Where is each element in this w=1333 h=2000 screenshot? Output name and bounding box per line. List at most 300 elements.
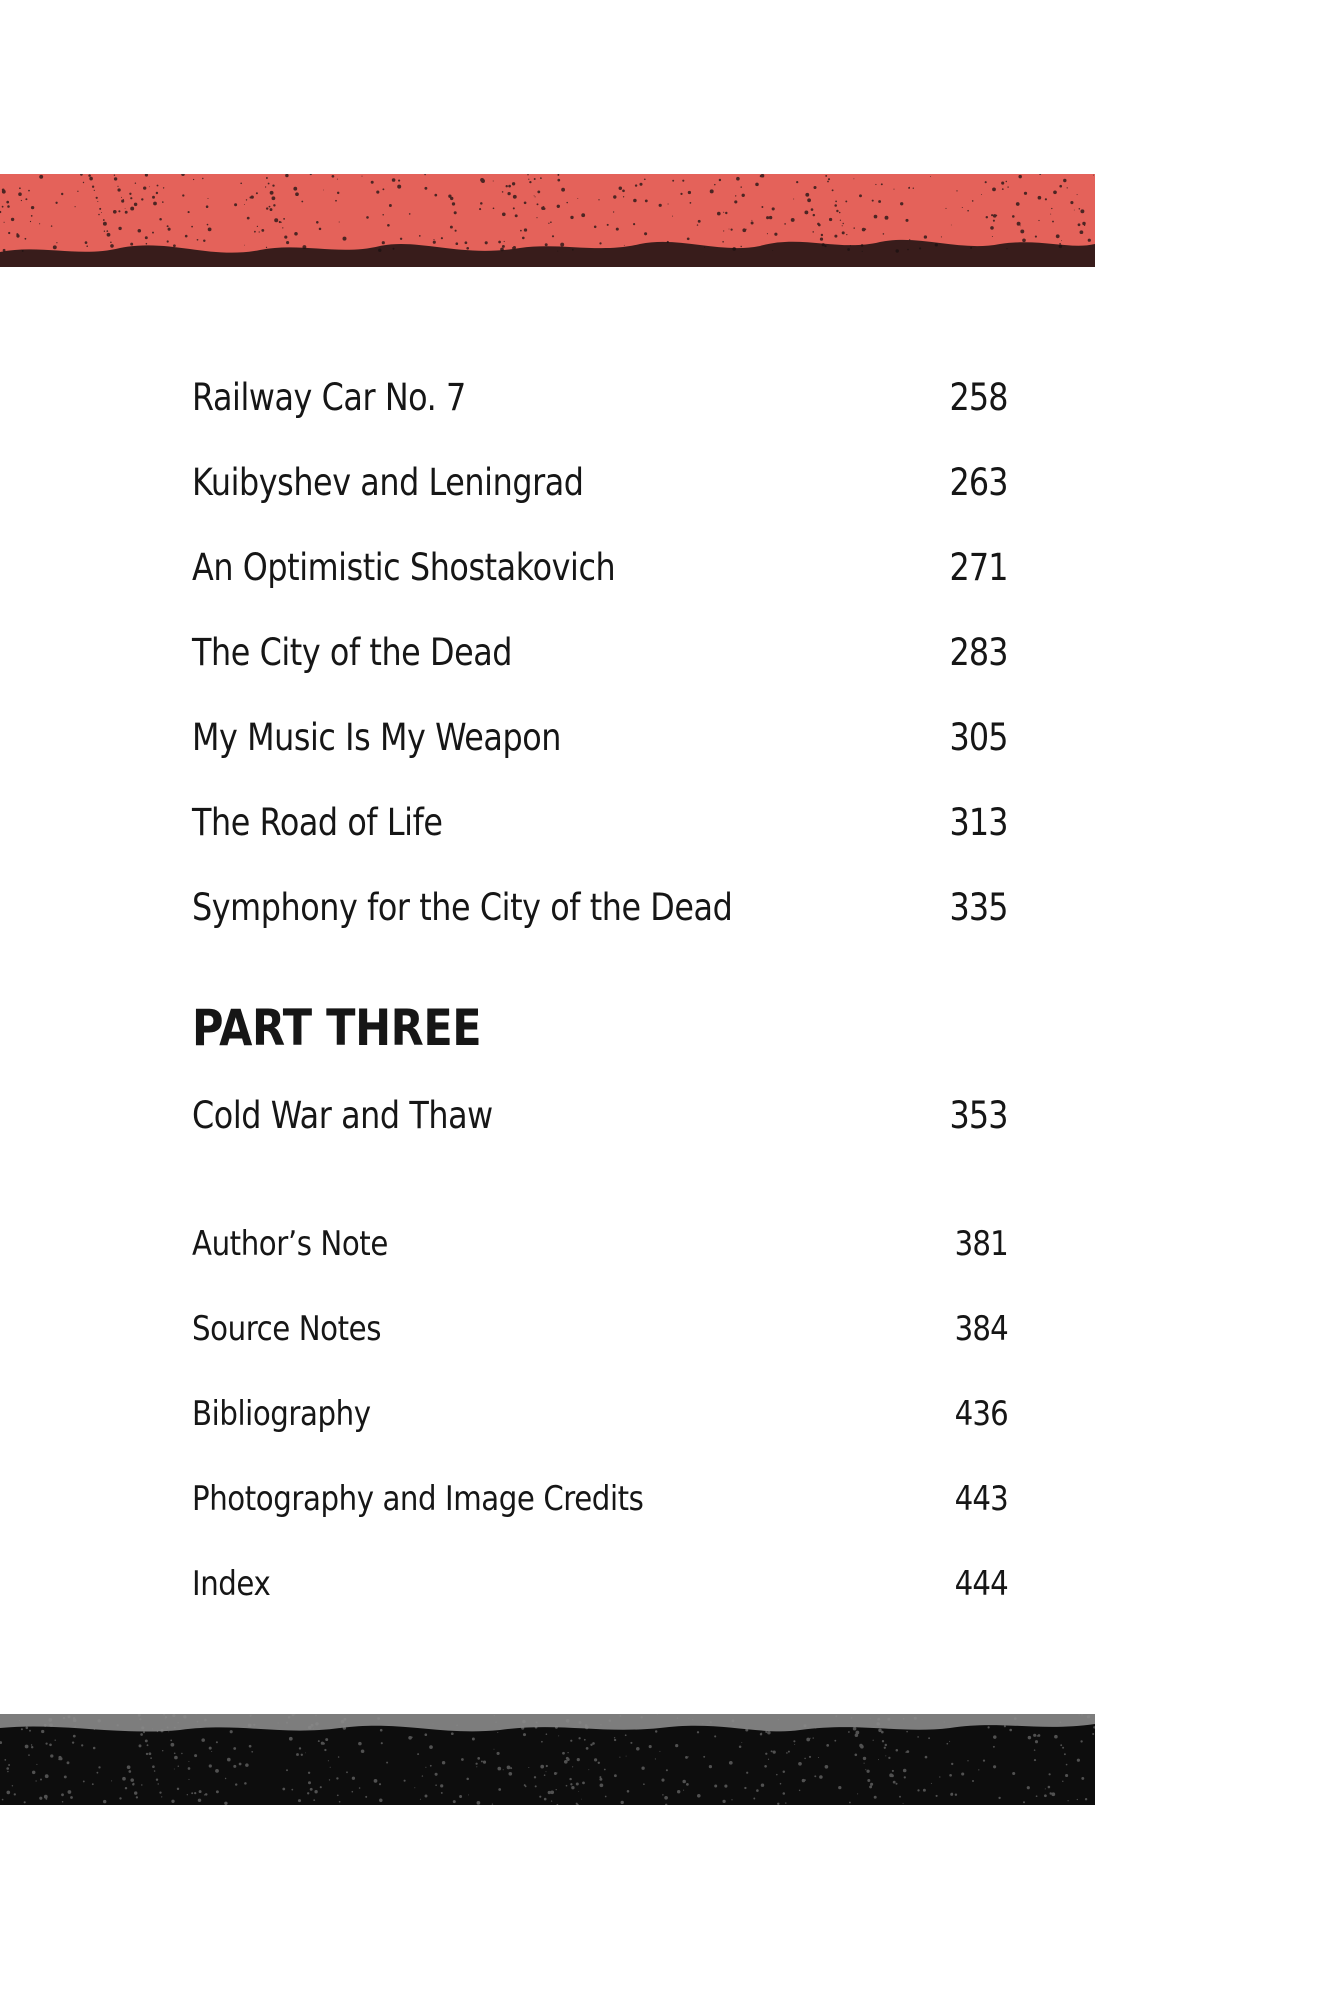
grunge-speck [379, 1799, 382, 1802]
grunge-speck [903, 1803, 904, 1804]
grunge-speck [675, 1744, 678, 1747]
grunge-speck [962, 207, 963, 208]
grunge-speck [851, 1717, 853, 1719]
grunge-speck [818, 224, 821, 227]
grunge-speck [840, 220, 841, 221]
grunge-speck [923, 1789, 926, 1792]
grunge-speck [174, 1727, 176, 1729]
toc-entry-page-number: 381 [954, 1224, 1008, 1264]
grunge-speck [477, 1757, 480, 1760]
toc-entry-title: My Music Is My Weapon [192, 715, 562, 759]
grunge-speck [904, 1776, 906, 1778]
grunge-speck [626, 1756, 627, 1757]
grunge-speck [194, 1754, 197, 1757]
grunge-speck [508, 1772, 512, 1776]
grunge-speck [520, 230, 522, 232]
grunge-speck [853, 227, 854, 228]
toc-entry-page-number: 443 [954, 1479, 1008, 1519]
grunge-speck [92, 186, 94, 188]
grunge-speck [826, 1744, 829, 1747]
toc-entry-page-number: 271 [949, 545, 1008, 589]
grunge-speck [235, 1783, 237, 1785]
grunge-speck [207, 224, 209, 226]
grunge-speck [201, 1738, 205, 1742]
grunge-speck [643, 1783, 645, 1785]
grunge-speck [815, 1727, 816, 1728]
toc-entry-kuibyshev[interactable] [192, 452, 1008, 512]
decorative-red-grunge-band [0, 174, 1095, 267]
grunge-speck [154, 1770, 156, 1772]
grunge-speck [497, 1767, 501, 1771]
grunge-speck [866, 1770, 869, 1773]
grunge-speck [1054, 1735, 1058, 1739]
grunge-speck [616, 228, 619, 231]
grunge-speck [1051, 1792, 1055, 1796]
grunge-speck [16, 235, 19, 238]
grunge-speck [742, 228, 746, 232]
grunge-speck [914, 1717, 917, 1720]
grunge-speck [566, 202, 567, 203]
grunge-speck [343, 1718, 346, 1721]
grunge-speck [502, 212, 506, 216]
grunge-speck [741, 1742, 742, 1743]
grunge-speck [382, 188, 384, 190]
grunge-speck [561, 188, 565, 192]
grunge-speck [771, 1750, 773, 1752]
grunge-speck [508, 185, 511, 188]
grunge-speck [39, 223, 40, 224]
grunge-speck [332, 175, 335, 178]
grunge-speck [141, 1784, 142, 1785]
grunge-speck [323, 190, 324, 191]
grunge-speck [382, 241, 385, 244]
grunge-speck [430, 1765, 432, 1767]
grunge-speck [599, 1776, 601, 1778]
grunge-speck [719, 179, 721, 181]
grunge-speck [512, 247, 514, 249]
grunge-speck [584, 1739, 586, 1741]
grunge-speck [150, 1757, 152, 1759]
grunge-speck [152, 1765, 155, 1768]
grunge-speck [824, 245, 826, 247]
grunge-speck [1074, 210, 1075, 211]
grunge-speck [513, 207, 515, 209]
grunge-speck [1059, 1721, 1061, 1723]
grunge-speck [544, 1774, 546, 1776]
grunge-speck [389, 204, 392, 207]
grunge-speck [834, 204, 837, 207]
grunge-speck [557, 174, 559, 176]
grunge-speck [535, 1726, 538, 1729]
grunge-speck [456, 1724, 458, 1726]
grunge-speck [1017, 222, 1021, 226]
grunge-speck [182, 194, 184, 196]
grunge-speck [1028, 1736, 1031, 1739]
grunge-speck [581, 1799, 582, 1800]
grunge-speck [755, 183, 759, 187]
grunge-speck [253, 1724, 255, 1726]
grunge-speck [566, 1757, 569, 1760]
grunge-speck [98, 214, 100, 216]
grunge-speck [230, 1730, 233, 1733]
toc-entry-source-notes[interactable] [192, 1299, 1008, 1359]
grunge-speck [582, 1782, 585, 1785]
toc-entry-bibliography[interactable] [192, 1384, 1008, 1444]
grunge-speck [885, 1744, 887, 1746]
grunge-speck [723, 230, 724, 231]
grunge-speck [414, 1787, 415, 1788]
grunge-speck [92, 1783, 94, 1785]
grunge-speck [302, 245, 306, 249]
grunge-speck [847, 248, 850, 251]
grunge-speck [983, 1760, 985, 1762]
grunge-speck [1064, 1753, 1066, 1755]
grunge-speck [522, 1720, 526, 1724]
grunge-speck [535, 1785, 537, 1787]
grunge-speck [970, 247, 972, 249]
grunge-speck [523, 1733, 526, 1736]
grunge-speck [53, 245, 57, 249]
grunge-speck [722, 241, 724, 243]
grunge-speck [925, 1756, 928, 1759]
grunge-speck [1081, 1777, 1084, 1780]
grunge-speck [156, 1778, 158, 1780]
grunge-speck [73, 1719, 77, 1723]
grunge-speck [308, 1726, 311, 1729]
grunge-speck [672, 216, 673, 217]
grunge-speck [872, 200, 874, 202]
grunge-speck [104, 231, 105, 232]
grunge-speck [554, 1772, 557, 1775]
grunge-speck [315, 1722, 318, 1725]
grunge-speck [878, 200, 881, 203]
grunge-speck [44, 1724, 47, 1727]
grunge-speck [635, 184, 637, 186]
grunge-speck [75, 206, 76, 207]
grunge-speck [810, 1738, 811, 1739]
grunge-speck [853, 1727, 857, 1731]
grunge-speck [136, 1796, 138, 1798]
grunge-speck [598, 1762, 600, 1764]
grunge-speck [732, 247, 736, 251]
grunge-speck [633, 199, 637, 203]
grunge-speck [295, 192, 299, 196]
grunge-speck [159, 218, 162, 221]
toc-entry-road-of-life[interactable] [192, 792, 1008, 852]
grunge-speck [93, 1747, 96, 1750]
grunge-speck [21, 200, 22, 201]
grunge-speck [451, 1732, 454, 1735]
grunge-speck [425, 1795, 428, 1798]
toc-entry-symphony[interactable] [192, 877, 1008, 937]
grunge-speck [141, 198, 143, 200]
grunge-speck [249, 1745, 252, 1748]
grunge-speck [537, 191, 540, 194]
grunge-speck [433, 1723, 434, 1724]
grunge-speck [185, 235, 188, 238]
grunge-speck [672, 180, 674, 182]
grunge-speck [967, 210, 969, 212]
grunge-speck [286, 241, 289, 244]
grunge-speck [884, 1747, 886, 1749]
grunge-speck [644, 232, 647, 235]
grunge-speck [861, 244, 864, 247]
grunge-speck [51, 225, 52, 226]
grunge-speck [502, 245, 505, 248]
grunge-speck [244, 245, 245, 246]
grunge-speck [972, 1780, 974, 1782]
grunge-speck [308, 1781, 311, 1784]
grunge-speck [796, 181, 798, 183]
grunge-speck [1080, 1740, 1082, 1742]
grunge-speck [794, 1744, 795, 1745]
grunge-speck [159, 1791, 161, 1793]
grunge-speck [8, 232, 10, 234]
grunge-speck [903, 1769, 907, 1773]
grunge-speck [500, 248, 504, 252]
grunge-speck [125, 208, 126, 209]
grunge-speck [1078, 1714, 1079, 1715]
grunge-speck [876, 1722, 880, 1726]
grunge-speck [174, 1756, 178, 1760]
grunge-speck [704, 247, 705, 248]
grunge-speck [269, 206, 271, 208]
grunge-speck [813, 214, 815, 216]
grunge-speck [494, 1749, 495, 1750]
grunge-speck [614, 1774, 617, 1777]
grunge-speck [377, 1717, 380, 1720]
grunge-speck [1062, 1747, 1064, 1749]
grunge-speck [466, 247, 469, 250]
grunge-speck [1063, 179, 1066, 182]
grunge-speck [994, 1767, 995, 1768]
grunge-speck [630, 1742, 632, 1744]
grunge-speck [767, 1731, 770, 1734]
grunge-speck [604, 1769, 606, 1771]
grunge-speck [579, 1721, 582, 1724]
grunge-speck [11, 218, 14, 221]
grunge-speck [788, 1751, 790, 1753]
grunge-speck [990, 226, 994, 230]
grunge-speck [310, 1788, 313, 1791]
grunge-speck [544, 1798, 547, 1801]
grunge-speck [149, 186, 150, 187]
grunge-speck [81, 1744, 83, 1746]
grunge-speck [819, 1775, 823, 1779]
grunge-speck [1085, 1798, 1087, 1800]
grunge-speck [967, 1760, 968, 1761]
grunge-speck [493, 207, 495, 209]
grunge-speck [534, 195, 535, 196]
grunge-speck [534, 178, 536, 180]
grunge-speck [174, 1769, 175, 1770]
grunge-speck [227, 1758, 231, 1762]
grunge-speck [70, 1796, 73, 1799]
toc-entry-railway-car[interactable] [192, 367, 1008, 427]
grunge-speck [949, 1741, 950, 1742]
grunge-speck [740, 186, 741, 187]
grunge-speck [599, 242, 601, 244]
grunge-speck [883, 233, 885, 235]
grunge-speck [907, 249, 909, 251]
grunge-speck [869, 1785, 872, 1788]
grunge-speck [19, 1720, 20, 1721]
grunge-speck [978, 1769, 979, 1770]
grunge-speck [485, 241, 488, 244]
grunge-speck [818, 1757, 819, 1758]
grunge-speck [208, 198, 209, 199]
grunge-speck [480, 202, 483, 205]
grunge-speck [807, 198, 811, 202]
grunge-speck [893, 1781, 896, 1784]
grunge-speck [1004, 1725, 1006, 1727]
grunge-speck [266, 177, 268, 179]
grunge-speck [173, 244, 176, 247]
grunge-speck [386, 1762, 388, 1764]
grunge-speck [39, 175, 43, 179]
grunge-speck [340, 1727, 341, 1728]
grunge-speck [1080, 230, 1084, 234]
grunge-speck [843, 223, 844, 224]
grunge-speck [539, 1796, 541, 1798]
grunge-speck [881, 183, 883, 185]
grunge-speck [247, 217, 250, 220]
grunge-speck [655, 1730, 657, 1732]
grunge-speck [46, 1798, 48, 1800]
grunge-speck [434, 194, 437, 197]
grunge-speck [1080, 209, 1084, 213]
grunge-speck [906, 1731, 908, 1733]
toc-entry-page-number: 263 [949, 460, 1008, 504]
grunge-speck [288, 1716, 291, 1719]
grunge-speck [566, 1719, 570, 1723]
grunge-speck [121, 197, 122, 198]
grunge-speck [853, 178, 854, 179]
grunge-speck [98, 1766, 100, 1768]
grunge-speck [761, 1733, 763, 1735]
toc-entry-index[interactable] [192, 1554, 1008, 1614]
grunge-speck [592, 1742, 595, 1745]
toc-entry-image-credits[interactable] [192, 1469, 1008, 1529]
toc-entry-title: Photography and Image Credits [192, 1479, 644, 1519]
grunge-speck [188, 1761, 189, 1762]
grunge-speck [85, 241, 88, 244]
grunge-speck [578, 1737, 580, 1739]
grunge-speck [261, 229, 264, 232]
grunge-speck [668, 203, 669, 204]
grunge-speck [452, 202, 455, 205]
grunge-speck [400, 238, 402, 240]
grunge-speck [379, 1783, 381, 1785]
grunge-speck [39, 1797, 42, 1800]
grunge-speck [865, 1769, 866, 1770]
grunge-speck [714, 1785, 717, 1788]
grunge-speck [117, 1724, 119, 1726]
grunge-speck [361, 1750, 365, 1754]
grunge-speck [570, 216, 573, 219]
grunge-speck [425, 1733, 428, 1736]
grunge-speck [1061, 240, 1062, 241]
grunge-speck [1034, 1749, 1036, 1751]
grunge-speck [878, 1729, 881, 1732]
grunge-speck [875, 184, 876, 185]
toc-entry-optimistic-shostakovich[interactable] [192, 537, 1008, 597]
grunge-speck [25, 198, 27, 200]
grunge-speck [896, 249, 899, 252]
grunge-speck [365, 1796, 367, 1798]
grunge-speck [515, 214, 518, 217]
toc-entry-music-weapon[interactable] [192, 707, 1008, 767]
grunge-speck [745, 1728, 748, 1731]
grunge-speck [870, 1718, 871, 1719]
grunge-speck [1023, 1801, 1025, 1803]
grunge-speck [992, 188, 996, 192]
grunge-speck [143, 1731, 145, 1733]
grunge-speck [661, 1779, 664, 1782]
grunge-speck [1007, 186, 1008, 187]
toc-entry-title: Source Notes [192, 1309, 382, 1349]
grunge-speck [922, 1719, 923, 1720]
grunge-speck [1049, 1773, 1051, 1775]
grunge-speck [834, 1740, 836, 1742]
grunge-speck [168, 1731, 169, 1732]
grunge-speck [465, 241, 468, 244]
grunge-speck [146, 1753, 148, 1755]
grunge-speck [320, 1786, 322, 1788]
grunge-speck [985, 181, 987, 183]
grunge-speck [234, 203, 237, 206]
grunge-speck [55, 1740, 56, 1741]
grunge-speck [494, 1715, 495, 1716]
grunge-speck [821, 234, 823, 236]
grunge-speck [905, 1751, 907, 1753]
grunge-speck [566, 1785, 568, 1787]
grunge-speck [392, 178, 396, 182]
grunge-speck [662, 1794, 663, 1795]
grunge-speck [455, 230, 457, 232]
grunge-speck [1012, 215, 1015, 218]
grunge-speck [294, 232, 298, 236]
grunge-speck [378, 249, 381, 252]
grunge-speck [761, 206, 763, 208]
toc-entry-authors-note[interactable] [192, 1214, 1008, 1274]
toc-entry-city-of-the-dead[interactable] [192, 622, 1008, 682]
grunge-speck [722, 1800, 725, 1803]
grunge-speck [776, 1774, 778, 1776]
grunge-speck [710, 1721, 712, 1723]
grunge-speck [352, 1791, 354, 1793]
grunge-speck [741, 246, 742, 247]
grunge-speck [536, 1721, 538, 1723]
grunge-speck [951, 225, 952, 226]
grunge-speck [118, 227, 121, 230]
grunge-speck [250, 1715, 252, 1717]
grunge-speck [121, 200, 124, 203]
grunge-speck [1077, 194, 1078, 195]
grunge-speck [336, 1777, 338, 1779]
grunge-speck [753, 1798, 755, 1800]
grunge-speck [909, 239, 910, 240]
grunge-speck [25, 1745, 29, 1749]
grunge-speck [98, 1719, 101, 1722]
toc-entry-cold-war[interactable] [192, 1085, 1008, 1145]
grunge-speck [41, 1730, 44, 1733]
grunge-speck [527, 174, 528, 175]
grunge-speck [103, 219, 105, 221]
grunge-speck [493, 181, 494, 182]
grunge-speck [1068, 1800, 1069, 1801]
grunge-speck [29, 1730, 31, 1732]
